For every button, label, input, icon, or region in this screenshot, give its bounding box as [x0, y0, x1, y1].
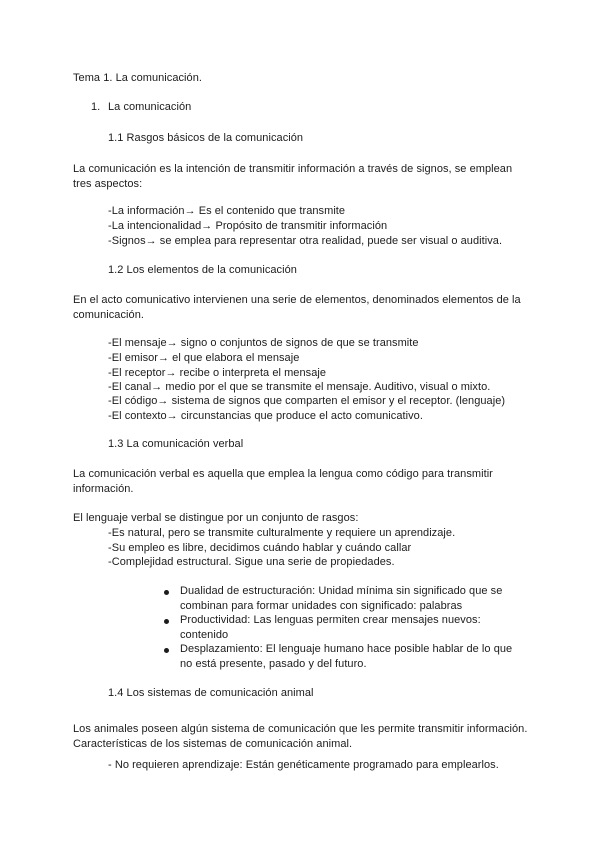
paragraph-line: Los animales poseen algún sistema de comunicación que les permite transmitir información.: [73, 723, 528, 735]
paragraph-line: Características de los sistemas de comunicación animal.: [73, 738, 353, 750]
paragraph-line: La comunicación es la intención de transmitir información a través de signos, se emplean: [73, 163, 513, 175]
list-item: -La información→ Es el contenido que transmite: [108, 205, 346, 217]
document-title: Tema 1. La comunicación.: [73, 72, 202, 84]
paragraph-line: En el acto comunicativo intervienen una serie de elementos, denominados elementos de la: [73, 294, 521, 306]
bullet-dot-icon: [164, 648, 169, 653]
paragraph-line: tres aspectos:: [73, 178, 143, 190]
list-item: -El contexto→ circunstancias que produce el acto comunicativo.: [108, 410, 423, 422]
bullet-text: no está presente, pasado y del futuro.: [180, 658, 367, 670]
section-title: La comunicación: [108, 101, 192, 113]
bullet-text: combinan para formar unidades con significado: palabras: [180, 600, 463, 612]
list-item: -Complejidad estructural. Sigue una serie de propiedades.: [108, 556, 395, 568]
list-item: -El canal→ medio por el que se transmite el mensaje. Auditivo, visual o mixto.: [108, 381, 491, 393]
bullet-text: Dualidad de estructuración: Unidad mínima sin significado que se: [180, 585, 503, 597]
list-item: -Su empleo es libre, decidimos cuándo hablar y cuándo callar: [108, 542, 412, 554]
bullet-text: Productividad: Las lenguas permiten crear mensajes nuevos:: [180, 614, 481, 626]
list-item: - No requieren aprendizaje: Están genéticamente programado para emplearlos.: [108, 759, 499, 771]
list-item: -Signos→ se emplea para representar otra realidad, puede ser visual o auditiva.: [108, 235, 503, 247]
bullet-dot-icon: [164, 590, 169, 595]
subsection-heading-1-3: 1.3 La comunicación verbal: [108, 438, 244, 450]
subsection-heading-1-2: 1.2 Los elementos de la comunicación: [108, 264, 297, 276]
paragraph-line: información.: [73, 483, 134, 495]
bullet-text: contenido: [180, 629, 229, 641]
paragraph-line: La comunicación verbal es aquella que emplea la lengua como código para transmitir: [73, 468, 493, 480]
paragraph-line: El lenguaje verbal se distingue por un conjunto de rasgos:: [73, 512, 359, 524]
list-item: -Es natural, pero se transmite culturalmente y requiere un aprendizaje.: [108, 527, 456, 539]
list-item: -El receptor→ recibe o interpreta el mensaje: [108, 367, 327, 379]
section-number: 1.: [91, 101, 101, 113]
list-item: -El mensaje→ signo o conjuntos de signos de que se transmite: [108, 337, 419, 349]
bullet-text: Desplazamiento: El lenguaje humano hace posible hablar de lo que: [180, 643, 513, 655]
bullet-dot-icon: [164, 619, 169, 624]
subsection-heading-1-4: 1.4 Los sistemas de comunicación animal: [108, 687, 314, 699]
list-item: -El emisor→ el que elabora el mensaje: [108, 352, 300, 364]
list-item: -La intencionalidad→ Propósito de transmitir información: [108, 220, 388, 232]
list-item: -El código→ sistema de signos que comparten el emisor y el receptor. (lenguaje): [108, 395, 506, 407]
paragraph-line: comunicación.: [73, 309, 144, 321]
subsection-heading-1-1: 1.1 Rasgos básicos de la comunicación: [108, 132, 304, 144]
